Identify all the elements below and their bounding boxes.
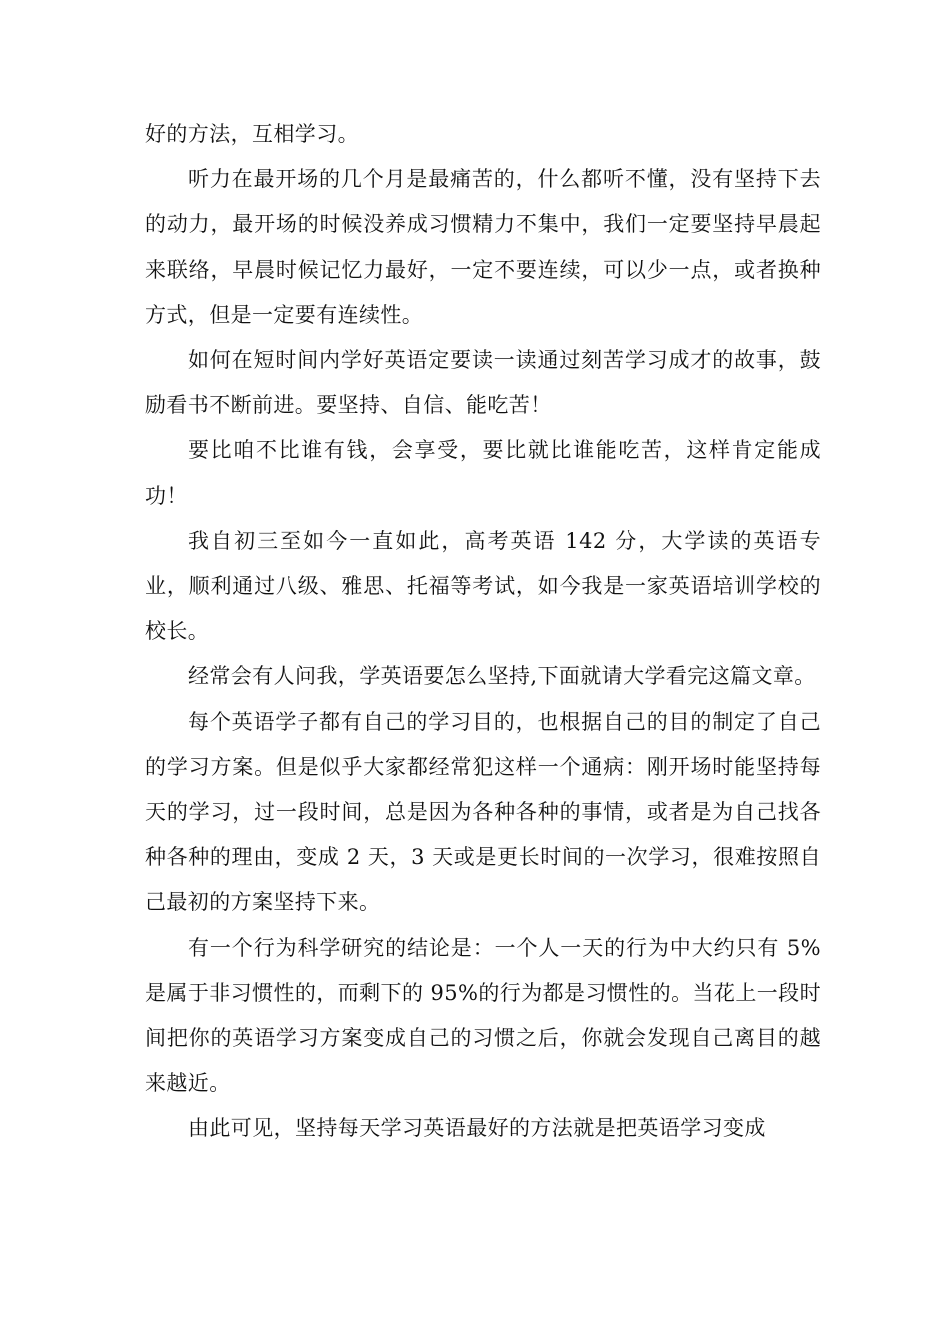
paragraph: 好的方法，互相学习。 [145,122,359,146]
paragraph: 每个英语学子都有自己的学习目的，也根据自己的目的制定了自己的学习方案。但是似乎大家都经常犯这样一个通病：刚开场时能坚持每天的学习，过一段时间，总是因为各种各种的事情，或者是为自己找各种各种的理由，变成 2 天，3 天或是更长时间的一次学习，很难按照自己最初的方案坚持下来。 [145,709,821,915]
paragraph: 经常会有人问我，学英语要怎么坚持,下面就请大学看完这篇文章。 [188,664,816,689]
body-text [145,112,821,1152]
paragraph: 要比咱不比谁有钱，会享受，要比就比谁能吃苦，这样肯定能成功！ [145,438,821,508]
paragraph: 听力在最开场的几个月是最痛苦的，什么都听不懂，没有坚持下去的动力，最开场的时候没养成习惯精力不集中，我们一定要坚持早晨起来联络，早晨时候记忆力最好，一定不要连续，可以少一点，或者换种方式，但是一定要有连续性。 [145,167,821,327]
paragraph: 如何在短时间内学好英语定要读一读通过刻苦学习成才的故事，鼓励看书不断前进。要坚持、自信、能吃苦！ [145,348,821,418]
paragraph: 由此可见，坚持每天学习英语最好的方法就是把英语学习变成 [188,1116,766,1141]
paragraph: 有一个行为科学研究的结论是：一个人一天的行为中大约只有 5%是属于非习惯性的，而剩下的 95%的行为都是习惯性的。当花上一段时间把你的英语学习方案变成自己的习惯之后，你就会发现自己离目的越来越近。 [145,935,821,1096]
paragraph: 我自初三至如今一直如此，高考英语 142 分，大学读的英语专业，顺利通过八级、雅思、托福等考试，如今我是一家英语培训学校的校长。 [145,528,821,644]
